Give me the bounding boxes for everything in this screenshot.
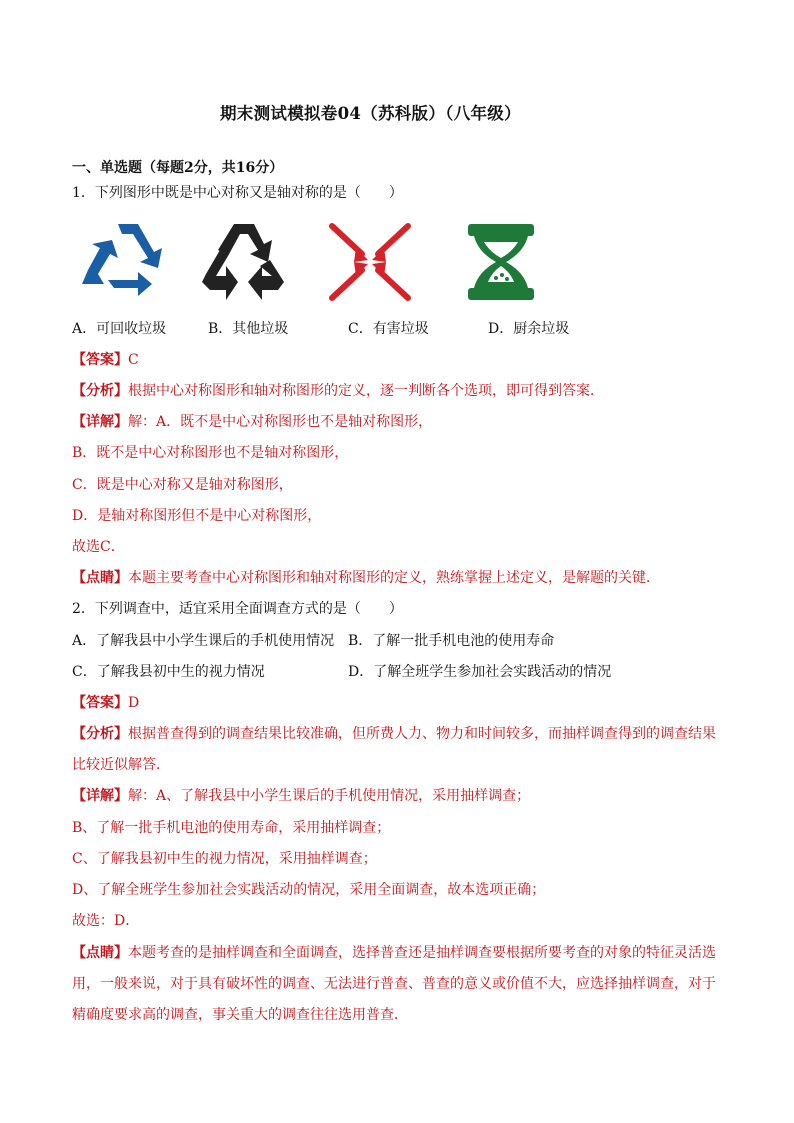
q1-option-b: B．其他垃圾	[208, 321, 289, 337]
detail-tag: 【详解】	[72, 414, 128, 430]
comment-text: 本题主要考查中心对称图形和轴对称图形的定义，熟练掌握上述定义，是解题的关键．	[128, 570, 660, 586]
answer-value: D	[128, 695, 140, 711]
hazardous-icon	[326, 222, 414, 302]
q2-answer	[72, 693, 139, 713]
answer-value: C	[128, 352, 139, 368]
answer-tag: 【答案】	[72, 352, 128, 368]
analysis-tag: 【分析】	[72, 726, 128, 742]
q2-option-d: D．了解全班学生参加社会实践活动的情况	[348, 664, 612, 680]
q1-analysis	[72, 381, 604, 401]
comment-tag: 【点睛】	[72, 570, 128, 586]
recyclable-icon	[78, 218, 178, 298]
q2-detail-line-3: C、了解我县初中生的视力情况，采用抽样调查；	[72, 851, 377, 867]
kitchen-waste-icon	[466, 222, 536, 302]
q1-comment	[72, 568, 660, 588]
comment-text: 本题考查的是抽样调查和全面调查，选择普查还是抽样调查要根据所要考查的对象的特征灵活选	[128, 945, 716, 961]
q2-option-c: C．了解我县初中生的视力情况	[72, 664, 265, 680]
comment-tag: 【点睛】	[72, 945, 128, 961]
q2-analysis-line-2: 比较近似解答．	[72, 757, 170, 773]
detail-text: 解：A．既不是中心对称图形也不是轴对称图形，	[128, 414, 433, 430]
other-waste-icon	[198, 218, 290, 304]
q1-detail-line-1	[72, 412, 432, 432]
page-title: 期末测试模拟卷04（苏科版）（八年级）	[220, 104, 521, 123]
section-heading: 一、单选题（每题2分，共16分）	[72, 160, 284, 176]
answer-tag: 【答案】	[72, 695, 128, 711]
analysis-text: 根据中心对称图形和轴对称图形的定义，逐一判断各个选项，即可得到答案．	[128, 383, 604, 399]
q2-comment-line-2: 用，一般来说，对于具有破坏性的调查、无法进行普查、普查的意义或价值不大，应选择抽样调查，对于	[72, 976, 716, 992]
q1-option-a: A．可回收垃圾	[72, 321, 167, 337]
detail-tag: 【详解】	[72, 788, 128, 804]
analysis-text: 根据普查得到的调查结果比较准确，但所费人力、物力和时间较多，而抽样调查得到的调查结果	[128, 726, 716, 742]
q2-detail-line-1	[72, 786, 530, 806]
q2-detail-line-4: D、了解全班学生参加社会实践活动的情况，采用全面调查，故本选项正确；	[72, 882, 546, 898]
q2-detail-line-5: 故选：D．	[72, 913, 140, 929]
q2-detail-line-2: B、了解一批手机电池的使用寿命，采用抽样调查；	[72, 820, 391, 836]
q1-detail-line-5: 故选C．	[72, 539, 125, 555]
detail-text: 解：A、了解我县中小学生课后的手机使用情况，采用抽样调查；	[128, 788, 531, 804]
q1-option-c: C．有害垃圾	[348, 321, 429, 337]
q1-detail-line-3: C．既是中心对称又是轴对称图形，	[72, 477, 293, 493]
q1-option-d: D．厨余垃圾	[488, 321, 570, 337]
q1-detail-line-2: B．既不是中心对称图形也不是轴对称图形，	[72, 445, 349, 461]
q2-analysis-line-1	[72, 724, 716, 744]
q1-detail-line-4: D．是轴对称图形但不是中心对称图形，	[72, 508, 322, 524]
question-2-stem: 2．下列调查中，适宜采用全面调查方式的是（ ）	[72, 601, 403, 617]
q2-comment-line-3: 精确度要求高的调查，事关重大的调查往往选用普查．	[72, 1007, 408, 1023]
analysis-tag: 【分析】	[72, 383, 128, 399]
q2-option-a: A．了解我县中小学生课后的手机使用情况	[72, 633, 335, 649]
q1-answer	[72, 350, 139, 370]
q2-comment-line-1	[72, 943, 716, 963]
q2-option-b: B．了解一批手机电池的使用寿命	[348, 633, 555, 649]
question-1-stem: 1．下列图形中既是中心对称又是轴对称的是（ ）	[72, 185, 403, 201]
